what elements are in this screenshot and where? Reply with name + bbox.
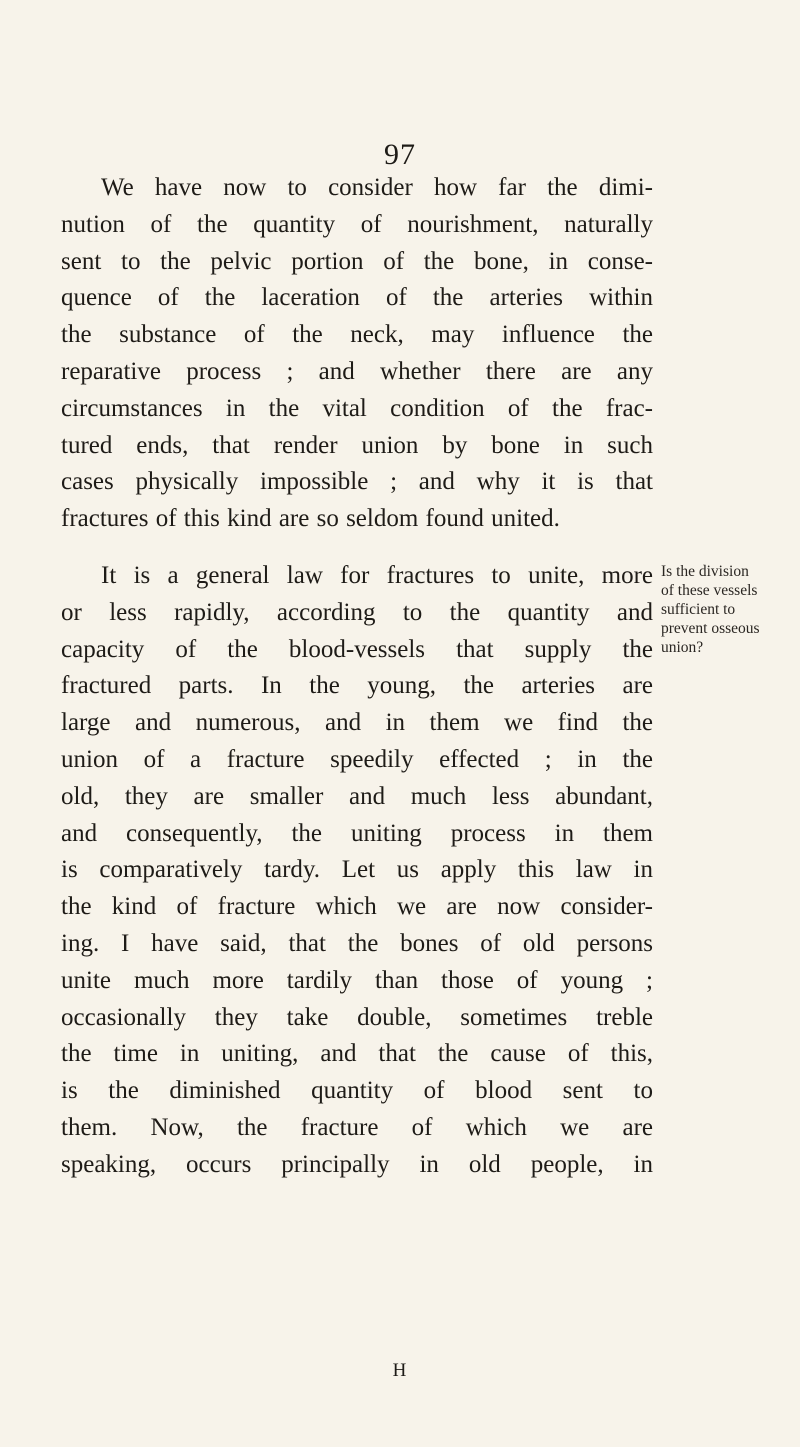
- text-line: speaking, occurs principally in old people, in: [61, 1150, 653, 1178]
- text-line: fractures of this kind are so seldom found united.: [61, 505, 560, 533]
- text-line: reparative process ; and whether there are any: [61, 357, 653, 385]
- margin-note-line: of these vessels: [661, 582, 758, 599]
- text-line: old, they are smaller and much less abundant,: [61, 782, 653, 810]
- margin-note-line: sufficient to: [661, 601, 736, 618]
- text-line: It is a general law for fractures to unite, more: [101, 562, 653, 589]
- paragraph-1: [61, 170, 653, 538]
- text-line: is the diminished quantity of blood sent to: [61, 1077, 653, 1105]
- margin-note-line: union?: [661, 639, 704, 656]
- text-line: them. Now, the fracture of which we are: [61, 1113, 653, 1141]
- page-number: 97: [384, 138, 416, 171]
- text-line: We have now to consider how far the dimi-: [101, 174, 653, 201]
- margin-note: [661, 562, 797, 657]
- text-line: ing. I have said, that the bones of old persons: [61, 929, 653, 957]
- text-line: cases physically impossible ; and why it is that: [61, 468, 653, 496]
- text-line: fractured parts. In the young, the arteries are: [61, 672, 653, 700]
- text-line: tured ends, that render union by bone in such: [61, 431, 653, 459]
- text-line: circumstances in the vital condition of the frac-: [61, 394, 653, 422]
- margin-note-line: Is the division: [661, 563, 749, 580]
- text-line: the substance of the neck, may influence the: [61, 321, 653, 349]
- text-line: union of a fracture speedily effected ; in the: [61, 745, 653, 773]
- text-line: large and numerous, and in them we find the: [61, 709, 653, 737]
- text-line: the kind of fracture which we are now consider-: [61, 893, 653, 921]
- text-line: nution of the quantity of nourishment, naturally: [61, 210, 653, 238]
- signature-mark: H: [392, 1360, 408, 1381]
- text-line: is comparatively tardy. Let us apply this law in: [61, 856, 653, 884]
- margin-note-line: prevent osseous: [661, 620, 760, 637]
- text-line: occasionally they take double, sometimes treble: [61, 1003, 653, 1031]
- text-line: unite much more tardily than those of young ;: [61, 966, 653, 994]
- text-line: the time in uniting, and that the cause of this,: [61, 1040, 653, 1068]
- text-line: sent to the pelvic portion of the bone, in conse-: [61, 247, 653, 275]
- text-line: capacity of the blood-vessels that supply the: [61, 635, 653, 663]
- text-line: or less rapidly, according to the quantity and: [61, 598, 653, 626]
- text-line: quence of the laceration of the arteries within: [61, 284, 653, 312]
- text-line: and consequently, the uniting process in them: [61, 819, 653, 847]
- paragraph-2: [61, 558, 653, 1184]
